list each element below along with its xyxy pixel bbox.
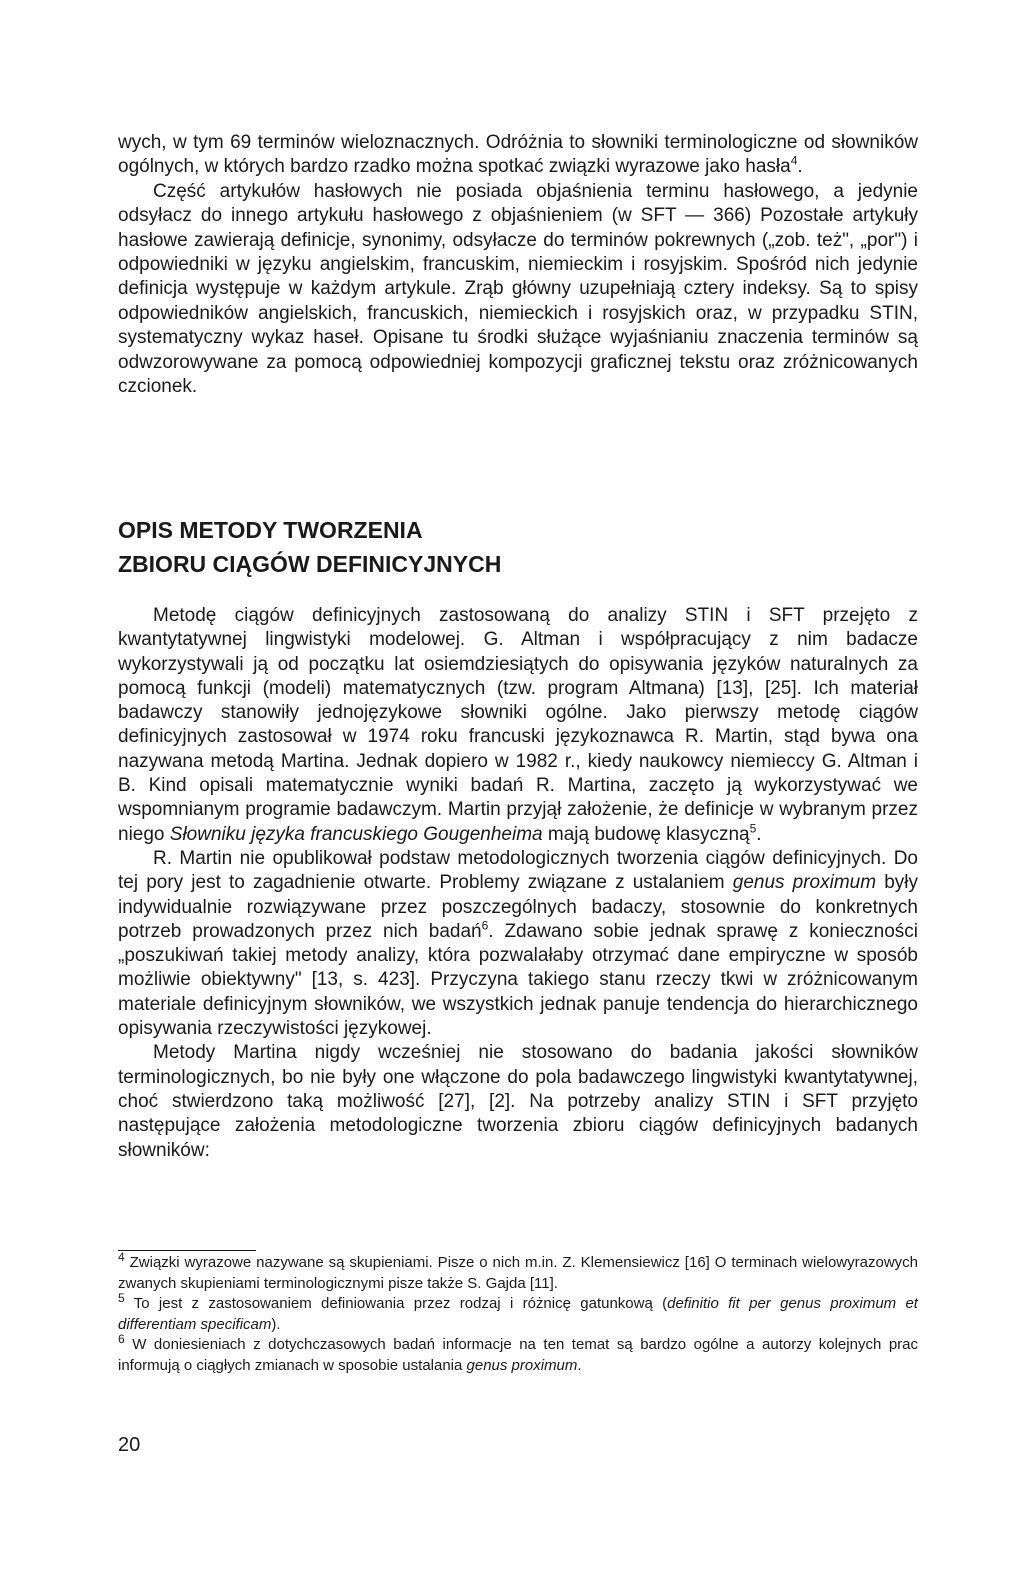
footnote-text: To jest z zastosowaniem definiowania przez rodzaj i różnicę gatunkową ( <box>124 1295 668 1312</box>
footnote-text: . <box>577 1356 582 1374</box>
paragraph-text: R. Martin nie opublikował podstaw metodologicznych tworzenia ciągów definicyjnych. Do tej pory jest to zagadnienie otwarte. Problemy związane z ustalaniem <box>118 847 918 894</box>
footnote-italic: genus proximum <box>466 1356 578 1374</box>
footnote-ref-5[interactable]: 5 <box>749 821 757 836</box>
paragraph: Metody Martina nigdy wcześniej nie stosowano do badania jakości słowników terminologicznych, bo nie były one włączone do pola badawczego lingwistyki kwantytatywnej, choć stwierdzono taką możliwość [27], [2]. Na potrzeby analizy STIN i SFT przyjęto następujące założenia metodologiczne tworzenia zbioru ciągów definicyjnych badanych słowników: <box>118 1042 918 1161</box>
footnote-6 <box>118 1332 918 1376</box>
heading-line: ZBIORU CIĄGÓW DEFINICYJNYCH <box>118 551 502 577</box>
footnote-4 <box>118 1250 918 1294</box>
footnote-ref-4[interactable]: 4 <box>790 154 798 169</box>
paragraph <box>118 604 918 847</box>
footnote-marker: 5 <box>118 1291 125 1305</box>
paragraph-text: mają budowę klasyczną <box>542 823 750 845</box>
footnote-divider <box>118 1250 256 1251</box>
footnotes <box>118 1250 918 1376</box>
footnote-marker: 6 <box>118 1332 125 1346</box>
paragraph-text: Metodę ciągów definicyjnych zastosowaną do analizy STIN i SFT przejęto z kwantytatywnej lingwistyki modelowej. G. Altman i współpracujący z nim badacze wykorzystywali ją od początku lat osiemdziesiątych do opisywania języków naturalnych za pomocą funkcji (modeli) matematycznych (tzw. program Altmana) [13], [25]. Ich materiał badawczy stanowiły jednojęzykowe słowniki ogólne. Jako pierwszy metodę ciągów definicyjnych zastosował w 1974 roku francuski językoznawca R. Martin, stąd bywa ona nazywana metodą Martina. Jednak dopiero w 1982 r., kiedy naukowcy niemieccy G. Altman i B. Kind opisali matematycznie wyniki badań R. Martina, zaczęto ją wykorzystywać we wspomnianym programie badawczym. Martin przyjął założenie, że definicje w wybranym przez niego <box>118 605 918 845</box>
paragraph <box>118 131 918 180</box>
italic-title: Słowniku języka francuskiego Gougenheima <box>169 823 543 845</box>
top-text-block <box>118 131 918 399</box>
footnote-text: Związki wyrazowe nazywane są skupieniami. Pisze o nich m.in. Z. Klemensiewicz [16] O terminach wielowyrazowych zwanych skupieniami terminologicznymi pisze także S. Gajda [11]. <box>118 1254 918 1292</box>
footnote-italic: definitio fit per genus proximum et differentiam specificam <box>118 1295 918 1333</box>
paragraph-text: . <box>797 156 803 178</box>
main-text-block <box>118 604 918 1163</box>
footnote-marker: 4 <box>118 1250 125 1264</box>
section-heading <box>118 513 918 581</box>
paragraph-text: były indywidualnie rozwiązywane przez poszczególnych badaczy, stosownie do konkretnych potrzeb prowadzonych przez nich badań <box>118 872 918 942</box>
page-number: 20 <box>118 1434 141 1456</box>
italic-term: genus proximum <box>732 872 877 894</box>
heading-line: OPIS METODY TWORZENIA <box>118 517 423 543</box>
paragraph-text: . <box>756 823 762 845</box>
paragraph: Część artykułów hasłowych nie posiada objaśnienia terminu hasłowego, a jedynie odsyłacz do innego artykułu hasłowego z objaśnieniem (w SFT — 366) Pozostałe artykuły hasłowe zawierają definicje, synonimy, odsyłacze do terminów pokrewnych („zob. też", „por") i odpowiedniki w języku angielskim, francuskim, niemieckim i rosyjskim. Spośród nich jedynie definicja występuje w każdym artykule. Zrąb główny uzupełniają cztery indeksy. Są to spisy odpowiedników angielskich, francuskich, niemieckich i rosyjskich oraz, w przypadku STIN, systematyczny wykaz haseł. Opisane tu środki służące wyjaśnianiu znaczenia terminów są odwzorowywane za pomocą odpowiedniej kompozycji graficznej tekstu oraz zróżnicowanych czcionek. <box>118 180 918 398</box>
paragraph <box>118 847 918 1041</box>
footnote-5 <box>118 1291 918 1335</box>
footnote-text: W doniesieniach z dotychczasowych badań informacje na ten temat są bardzo ogólne a autorzy kolejnych prac informują o ciągłych zmianach w sposobie ustalania <box>118 1336 918 1374</box>
paragraph-text: wych, w tym 69 terminów wieloznacznych. Odróżnia to słowniki terminologiczne od słowników ogólnych, w których bardzo rzadko można spotkać związki wyrazowe jako hasła <box>118 132 918 178</box>
paragraph-text: . Zdawano sobie jednak sprawę z konieczności „poszukiwań takiej metody analizy, która pozwalałaby otrzymać dane empiryczne w sposób możliwie obiektywny" [13, s. 423]. Przyczyna takiego stanu rzeczy tkwi w zróżnicowanym materiale definicyjnym słowników, we wszystkich jednak panuje tendencja do hierarchicznego opisywania rzeczywistości językowej. <box>118 920 918 1040</box>
footnote-text: ). <box>271 1315 281 1333</box>
footnote-ref-6[interactable]: 6 <box>481 918 489 933</box>
